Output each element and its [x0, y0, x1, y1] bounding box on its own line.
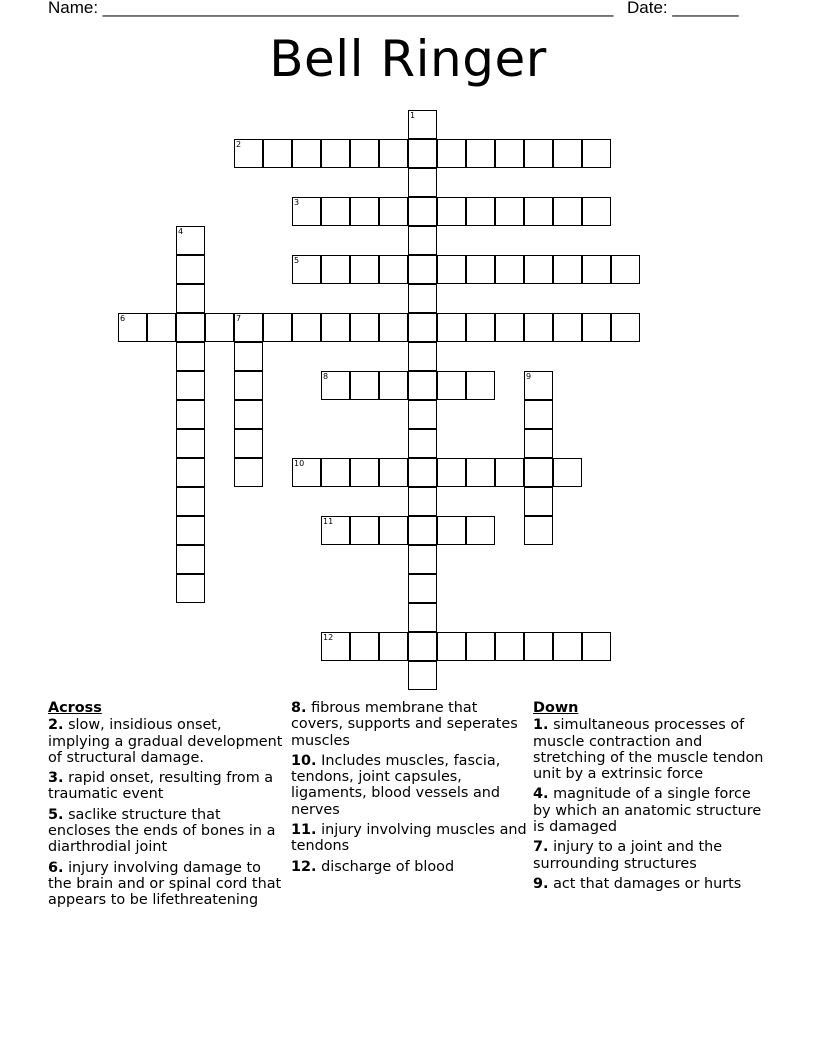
cell-number: 12 — [323, 633, 334, 642]
grid-cell[interactable] — [234, 139, 263, 168]
grid-cell[interactable] — [234, 313, 263, 342]
clue-number: 1. — [533, 717, 549, 734]
grid-cell[interactable] — [495, 255, 524, 284]
grid-cell[interactable] — [350, 371, 379, 400]
grid-cell[interactable] — [466, 371, 495, 400]
down-heading: Down — [533, 700, 579, 716]
grid-cell[interactable] — [176, 458, 205, 487]
cell-number: 4 — [178, 227, 184, 236]
grid-cell[interactable] — [553, 197, 582, 226]
clue-number: 3. — [48, 770, 64, 787]
grid-cell[interactable] — [553, 313, 582, 342]
grid-cell[interactable] — [234, 342, 263, 371]
clue-across-8 — [291, 700, 529, 749]
clue-text: simultaneous processes of muscle contraction and stretching of the muscle tendon unit by a extrinsic force — [533, 717, 764, 783]
clue-text: saclike structure that encloses the ends of bones in a diarthrodial joint — [48, 806, 276, 856]
grid-cell[interactable] — [408, 168, 437, 197]
grid-cell[interactable] — [408, 603, 437, 632]
grid-cell[interactable] — [524, 371, 553, 400]
grid-cell[interactable] — [234, 458, 263, 487]
grid-cell[interactable] — [321, 255, 350, 284]
grid-cell[interactable] — [408, 487, 437, 516]
grid-cell[interactable] — [466, 516, 495, 545]
grid-cell[interactable] — [495, 197, 524, 226]
grid-cell[interactable] — [205, 313, 234, 342]
clue-down-9 — [533, 876, 765, 892]
cell-number: 9 — [526, 372, 532, 381]
grid-cell[interactable] — [582, 632, 611, 661]
grid-cell[interactable] — [350, 139, 379, 168]
clue-text: slow, insidious onset, implying a gradual development of structural damage. — [48, 717, 283, 766]
cell-number: 10 — [294, 459, 305, 468]
grid-cell[interactable] — [379, 255, 408, 284]
grid-cell[interactable] — [524, 197, 553, 226]
clue-across-5 — [48, 807, 284, 856]
grid-cell[interactable] — [408, 400, 437, 429]
grid-cell[interactable] — [466, 139, 495, 168]
clue-number: 6. — [48, 859, 64, 876]
grid-cell[interactable] — [292, 313, 321, 342]
grid-cell[interactable] — [176, 284, 205, 313]
grid-cell[interactable] — [379, 139, 408, 168]
grid-cell[interactable] — [408, 313, 437, 342]
clue-number: 9. — [533, 875, 549, 892]
clue-number: 2. — [48, 717, 64, 734]
grid-cell[interactable] — [495, 313, 524, 342]
grid-cell[interactable] — [176, 342, 205, 371]
grid-cell[interactable] — [176, 574, 205, 603]
grid-cell[interactable] — [408, 371, 437, 400]
grid-cell[interactable] — [321, 371, 350, 400]
clue-across-12 — [291, 859, 529, 875]
grid-cell[interactable] — [582, 255, 611, 284]
grid-cell[interactable] — [495, 458, 524, 487]
cell-number: 8 — [323, 372, 329, 381]
grid-cell[interactable] — [321, 516, 350, 545]
clue-number: 7. — [533, 839, 549, 856]
grid-cell[interactable] — [524, 487, 553, 516]
grid-cell[interactable] — [437, 632, 466, 661]
grid-cell[interactable] — [524, 516, 553, 545]
grid-cell[interactable] — [524, 429, 553, 458]
clue-across-3 — [48, 770, 284, 803]
grid-cell[interactable] — [408, 342, 437, 371]
grid-cell[interactable] — [437, 139, 466, 168]
clue-text: injury to a joint and the surrounding structures — [533, 839, 723, 872]
clue-number: 4. — [533, 786, 549, 803]
clue-down-1 — [533, 717, 765, 782]
down-clues-column — [533, 700, 765, 896]
clue-text: injury involving damage to the brain and or spinal cord that appears to be lifethreatening — [48, 859, 282, 909]
across-clues-column-2 — [291, 700, 529, 879]
grid-cell[interactable] — [408, 632, 437, 661]
clue-text: magnitude of a single force by which an anatomic structure is damaged — [533, 786, 762, 836]
clue-text: injury involving muscles and tendons — [291, 822, 527, 855]
grid-cell[interactable] — [234, 429, 263, 458]
grid-cell[interactable] — [553, 458, 582, 487]
grid-cell[interactable] — [437, 313, 466, 342]
grid-cell[interactable] — [582, 139, 611, 168]
clue-across-6 — [48, 860, 284, 909]
grid-cell[interactable] — [379, 458, 408, 487]
cell-number: 3 — [294, 198, 300, 207]
grid-cell[interactable] — [263, 313, 292, 342]
grid-cell[interactable] — [408, 226, 437, 255]
grid-cell[interactable] — [176, 371, 205, 400]
grid-cell[interactable] — [292, 458, 321, 487]
grid-cell[interactable] — [466, 197, 495, 226]
grid-cell[interactable] — [466, 458, 495, 487]
grid-cell[interactable] — [553, 632, 582, 661]
grid-cell[interactable] — [408, 661, 437, 690]
clue-text: rapid onset, resulting from a traumatic event — [48, 770, 274, 803]
clue-number: 11. — [291, 822, 317, 839]
grid-cell[interactable] — [350, 255, 379, 284]
grid-cell[interactable] — [524, 632, 553, 661]
page-title: Bell Ringer — [269, 30, 547, 88]
clue-text: act that damages or hurts — [553, 875, 742, 892]
grid-cell[interactable] — [321, 632, 350, 661]
clue-across-2 — [48, 717, 284, 766]
clue-text: fibrous membrane that covers, supports and seperates muscles — [291, 700, 518, 749]
clue-number: 12. — [291, 858, 317, 875]
clue-down-4 — [533, 786, 765, 835]
grid-cell[interactable] — [437, 371, 466, 400]
name-field-label: Name: ______________________________________________________ — [48, 0, 614, 17]
grid-cell[interactable] — [553, 255, 582, 284]
grid-cell[interactable] — [321, 458, 350, 487]
grid-cell[interactable] — [408, 197, 437, 226]
clue-number: 8. — [291, 700, 307, 716]
grid-cell[interactable] — [321, 197, 350, 226]
grid-cell[interactable] — [176, 429, 205, 458]
grid-cell[interactable] — [437, 197, 466, 226]
grid-cell[interactable] — [350, 632, 379, 661]
grid-cell[interactable] — [466, 632, 495, 661]
grid-cell[interactable] — [437, 255, 466, 284]
date-field-label: Date: _______ — [627, 0, 739, 17]
grid-cell[interactable] — [408, 574, 437, 603]
grid-cell[interactable] — [466, 313, 495, 342]
grid-cell[interactable] — [176, 226, 205, 255]
across-heading: Across — [48, 700, 102, 716]
grid-cell[interactable] — [379, 313, 408, 342]
grid-cell[interactable] — [611, 255, 640, 284]
grid-cell[interactable] — [321, 139, 350, 168]
grid-cell[interactable] — [176, 255, 205, 284]
grid-cell[interactable] — [524, 255, 553, 284]
grid-cell[interactable] — [176, 516, 205, 545]
grid-cell[interactable] — [350, 458, 379, 487]
grid-cell[interactable] — [408, 255, 437, 284]
clue-text: discharge of blood — [321, 858, 455, 875]
grid-cell[interactable] — [553, 139, 582, 168]
grid-cell[interactable] — [176, 487, 205, 516]
grid-cell[interactable] — [524, 313, 553, 342]
grid-cell[interactable] — [379, 632, 408, 661]
clue-across-10 — [291, 753, 529, 818]
grid-cell[interactable] — [495, 632, 524, 661]
clue-number: 10. — [291, 752, 317, 769]
grid-cell[interactable] — [437, 458, 466, 487]
grid-cell[interactable] — [408, 516, 437, 545]
grid-cell[interactable] — [437, 516, 466, 545]
grid-cell[interactable] — [321, 313, 350, 342]
grid-cell[interactable] — [408, 458, 437, 487]
clue-number: 5. — [48, 806, 64, 823]
across-clues-column-1 — [48, 700, 284, 913]
grid-cell[interactable] — [176, 400, 205, 429]
grid-cell[interactable] — [524, 139, 553, 168]
grid-cell[interactable] — [524, 400, 553, 429]
grid-cell[interactable] — [234, 371, 263, 400]
grid-cell[interactable] — [350, 516, 379, 545]
grid-cell[interactable] — [582, 313, 611, 342]
grid-cell[interactable] — [118, 313, 147, 342]
grid-cell[interactable] — [408, 110, 437, 139]
grid-cell[interactable] — [495, 139, 524, 168]
grid-cell[interactable] — [292, 139, 321, 168]
grid-cell[interactable] — [379, 516, 408, 545]
grid-cell[interactable] — [176, 313, 205, 342]
cell-number: 11 — [323, 517, 334, 526]
grid-cell[interactable] — [350, 197, 379, 226]
cell-number: 5 — [294, 256, 300, 265]
grid-cell[interactable] — [408, 284, 437, 313]
grid-cell[interactable] — [524, 458, 553, 487]
grid-cell[interactable] — [379, 371, 408, 400]
grid-cell[interactable] — [147, 313, 176, 342]
grid-cell[interactable] — [350, 313, 379, 342]
grid-cell[interactable] — [292, 197, 321, 226]
grid-cell[interactable] — [176, 545, 205, 574]
cell-number: 6 — [120, 314, 126, 323]
grid-cell[interactable] — [466, 255, 495, 284]
grid-cell[interactable] — [408, 429, 437, 458]
grid-cell[interactable] — [408, 139, 437, 168]
cell-number: 2 — [236, 140, 242, 149]
clue-text: Includes muscles, fascia, tendons, joint capsules, ligaments, blood vessels and nerves — [291, 752, 501, 818]
cell-number: 1 — [410, 111, 416, 120]
grid-cell[interactable] — [379, 197, 408, 226]
grid-cell[interactable] — [611, 313, 640, 342]
grid-cell[interactable] — [234, 400, 263, 429]
grid-cell[interactable] — [582, 197, 611, 226]
grid-cell[interactable] — [292, 255, 321, 284]
grid-cell[interactable] — [408, 545, 437, 574]
clue-down-7 — [533, 839, 765, 872]
clue-across-11 — [291, 822, 529, 855]
cell-number: 7 — [236, 314, 242, 323]
grid-cell[interactable] — [263, 139, 292, 168]
